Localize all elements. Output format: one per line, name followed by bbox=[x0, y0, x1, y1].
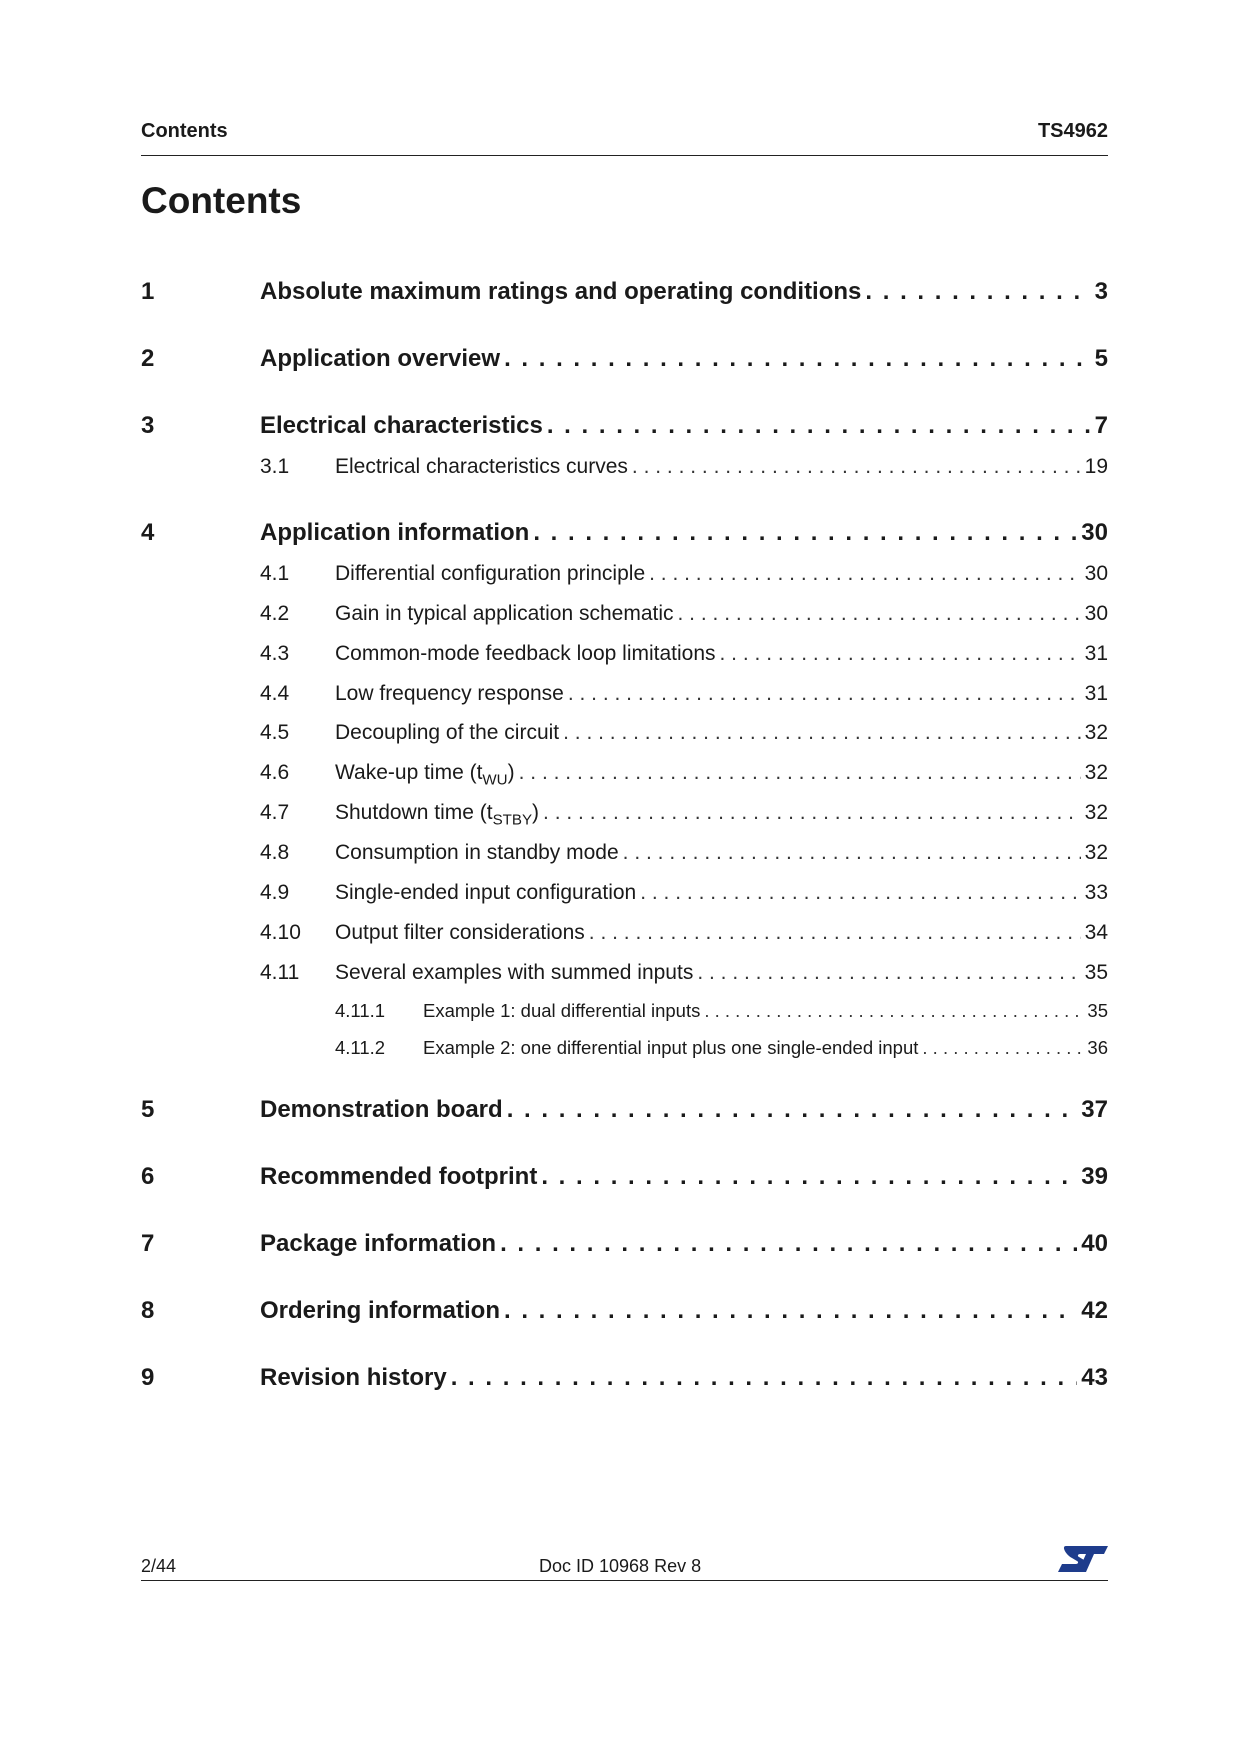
toc-title: Electrical characteristics curves bbox=[335, 455, 628, 478]
toc-entry-6[interactable] bbox=[141, 1163, 1108, 1193]
toc-number: 4 bbox=[141, 519, 155, 546]
footer-page-number: 2/44 bbox=[141, 1556, 177, 1576]
toc-number: 4.1 bbox=[260, 562, 290, 585]
toc-entry-4-5[interactable] bbox=[141, 721, 1108, 747]
toc-number: 4.11.2 bbox=[335, 1037, 386, 1058]
toc-title: Example 2: one differential input plus one single-ended input bbox=[423, 1037, 919, 1058]
toc-number: 8 bbox=[141, 1297, 155, 1324]
toc-number: 3.1 bbox=[260, 455, 290, 478]
header-section: Contents bbox=[141, 120, 228, 142]
toc-number: 4.10 bbox=[260, 921, 301, 944]
toc-page: 39 bbox=[1081, 1163, 1108, 1190]
toc-page: 34 bbox=[1084, 921, 1108, 944]
toc-title: Gain in typical application schematic bbox=[335, 602, 674, 625]
toc-title: Package information bbox=[260, 1230, 497, 1257]
toc-page: 32 bbox=[1084, 721, 1108, 744]
toc-leader bbox=[678, 602, 1081, 626]
toc-page: 32 bbox=[1084, 801, 1108, 824]
toc-title: Electrical characteristics bbox=[260, 412, 543, 439]
toc-number: 4.4 bbox=[260, 682, 290, 705]
toc-number: 7 bbox=[141, 1230, 155, 1257]
toc-title: Revision history bbox=[260, 1364, 447, 1391]
toc-entry-4-11-1[interactable] bbox=[141, 1000, 1108, 1024]
toc-page: 43 bbox=[1081, 1364, 1108, 1391]
header-part-number: TS4962 bbox=[1037, 120, 1108, 142]
toc-entry-5[interactable] bbox=[141, 1096, 1108, 1126]
toc-page: 30 bbox=[1081, 519, 1108, 546]
toc-page: 30 bbox=[1084, 602, 1108, 625]
toc-leader bbox=[543, 801, 1081, 825]
toc-entry-4-7[interactable] bbox=[141, 801, 1108, 827]
toc-entry-4-11-2[interactable] bbox=[141, 1037, 1108, 1061]
toc-page: 42 bbox=[1081, 1297, 1108, 1324]
toc-number: 9 bbox=[141, 1364, 155, 1391]
toc-page: 35 bbox=[1087, 1000, 1108, 1021]
toc-entry-2[interactable] bbox=[141, 345, 1108, 375]
toc-leader bbox=[632, 455, 1081, 479]
toc-entry-4-11[interactable] bbox=[141, 961, 1108, 987]
toc-leader bbox=[568, 682, 1081, 706]
toc-title: Shutdown time $(t_{STBY})$ bbox=[335, 801, 540, 829]
toc-entry-8[interactable] bbox=[141, 1297, 1108, 1327]
toc-page: 3 bbox=[1094, 278, 1108, 305]
toc-title: Example 1: dual differential inputs bbox=[423, 1000, 701, 1021]
toc-leader bbox=[922, 1037, 1083, 1059]
toc-title: Decoupling of the circuit bbox=[335, 721, 560, 744]
toc-leader bbox=[541, 1163, 1077, 1191]
toc-entry-7[interactable] bbox=[141, 1230, 1108, 1260]
toc-leader bbox=[547, 412, 1091, 440]
toc-leader bbox=[533, 519, 1077, 547]
st-logo-icon bbox=[1058, 1544, 1108, 1574]
toc-page: 5 bbox=[1094, 345, 1108, 372]
document-page bbox=[141, 0, 1108, 1754]
toc-number: 5 bbox=[141, 1096, 155, 1123]
toc-leader bbox=[720, 642, 1081, 666]
toc-leader bbox=[649, 562, 1081, 586]
toc-page: 33 bbox=[1084, 881, 1108, 904]
toc-number: 3 bbox=[141, 412, 155, 439]
toc-title: Recommended footprint bbox=[260, 1163, 538, 1190]
toc-title: Ordering information bbox=[260, 1297, 500, 1324]
toc-entry-4-4[interactable] bbox=[141, 682, 1108, 708]
toc-page: 31 bbox=[1084, 642, 1108, 665]
toc-number: 2 bbox=[141, 345, 155, 372]
toc-number: 1 bbox=[141, 278, 155, 305]
toc-title: Application overview bbox=[260, 345, 501, 372]
toc-number: 4.2 bbox=[260, 602, 290, 625]
toc-leader bbox=[519, 761, 1081, 785]
toc-entry-4-3[interactable] bbox=[141, 642, 1108, 668]
page-title: Contents bbox=[141, 180, 302, 221]
toc-leader bbox=[504, 1297, 1077, 1325]
toc-number: 4.6 bbox=[260, 761, 290, 784]
toc-number: 4.11.1 bbox=[335, 1000, 386, 1021]
toc-page: 36 bbox=[1087, 1037, 1108, 1058]
toc-entry-4-2[interactable] bbox=[141, 602, 1108, 628]
toc-title: Absolute maximum ratings and operating conditions bbox=[260, 278, 862, 305]
toc-entry-9[interactable] bbox=[141, 1364, 1108, 1394]
toc-number: 4.3 bbox=[260, 642, 290, 665]
toc-leader bbox=[640, 881, 1080, 905]
toc-entry-4-6[interactable] bbox=[141, 761, 1108, 787]
toc-leader bbox=[504, 345, 1091, 373]
toc-page: 30 bbox=[1084, 562, 1108, 585]
toc-page: 35 bbox=[1084, 961, 1108, 984]
toc-page: 37 bbox=[1081, 1096, 1108, 1123]
toc-title: Low frequency response bbox=[335, 682, 564, 705]
toc-entry-1[interactable] bbox=[141, 278, 1108, 308]
footer-rule bbox=[141, 1580, 1108, 1581]
toc-leader bbox=[563, 721, 1081, 745]
toc-leader bbox=[589, 921, 1081, 945]
header-rule bbox=[141, 155, 1108, 156]
toc-page: 40 bbox=[1081, 1230, 1108, 1257]
toc-entry-4-1[interactable] bbox=[141, 562, 1108, 588]
toc-title: Several examples with summed inputs bbox=[335, 961, 694, 984]
toc-number: 4.8 bbox=[260, 841, 290, 864]
toc-number: 4.7 bbox=[260, 801, 290, 824]
toc-page: 31 bbox=[1084, 682, 1108, 705]
toc-title: Wake-up time $(t_{WU})$ bbox=[335, 761, 515, 789]
toc-title: Differential configuration principle bbox=[335, 562, 646, 585]
toc-leader bbox=[623, 841, 1081, 865]
toc-entry-4-9[interactable] bbox=[141, 881, 1108, 907]
toc-title: Consumption in standby mode bbox=[335, 841, 619, 864]
running-header bbox=[141, 120, 1108, 148]
toc-entry-4[interactable] bbox=[141, 519, 1108, 549]
toc-title: Single-ended input configuration bbox=[335, 881, 637, 904]
toc-leader bbox=[507, 1096, 1078, 1124]
toc-number: 4.11 bbox=[260, 961, 300, 984]
toc-title: Output filter considerations bbox=[335, 921, 585, 944]
toc-leader bbox=[704, 1000, 1083, 1022]
toc-leader bbox=[697, 961, 1080, 985]
toc-title: Common-mode feedback loop limitations bbox=[335, 642, 716, 665]
toc-entry-4-8[interactable] bbox=[141, 841, 1108, 867]
toc-entry-3[interactable] bbox=[141, 412, 1108, 442]
toc-number: 6 bbox=[141, 1163, 155, 1190]
toc-title: Application information bbox=[260, 519, 530, 546]
toc-entry-3-1[interactable] bbox=[141, 455, 1108, 481]
toc-leader bbox=[865, 278, 1090, 306]
toc-number: 4.5 bbox=[260, 721, 290, 744]
toc-page: 7 bbox=[1094, 412, 1108, 439]
toc-leader bbox=[451, 1364, 1078, 1392]
toc-leader bbox=[500, 1230, 1077, 1258]
toc-entry-4-10[interactable] bbox=[141, 921, 1108, 947]
toc-page: 32 bbox=[1084, 841, 1108, 864]
toc-page: 19 bbox=[1084, 455, 1108, 478]
toc-title: Demonstration board bbox=[260, 1096, 503, 1123]
toc-page: 32 bbox=[1084, 761, 1108, 784]
footer-doc-id: Doc ID 10968 Rev 8 bbox=[539, 1556, 702, 1576]
toc-number: 4.9 bbox=[260, 881, 290, 904]
